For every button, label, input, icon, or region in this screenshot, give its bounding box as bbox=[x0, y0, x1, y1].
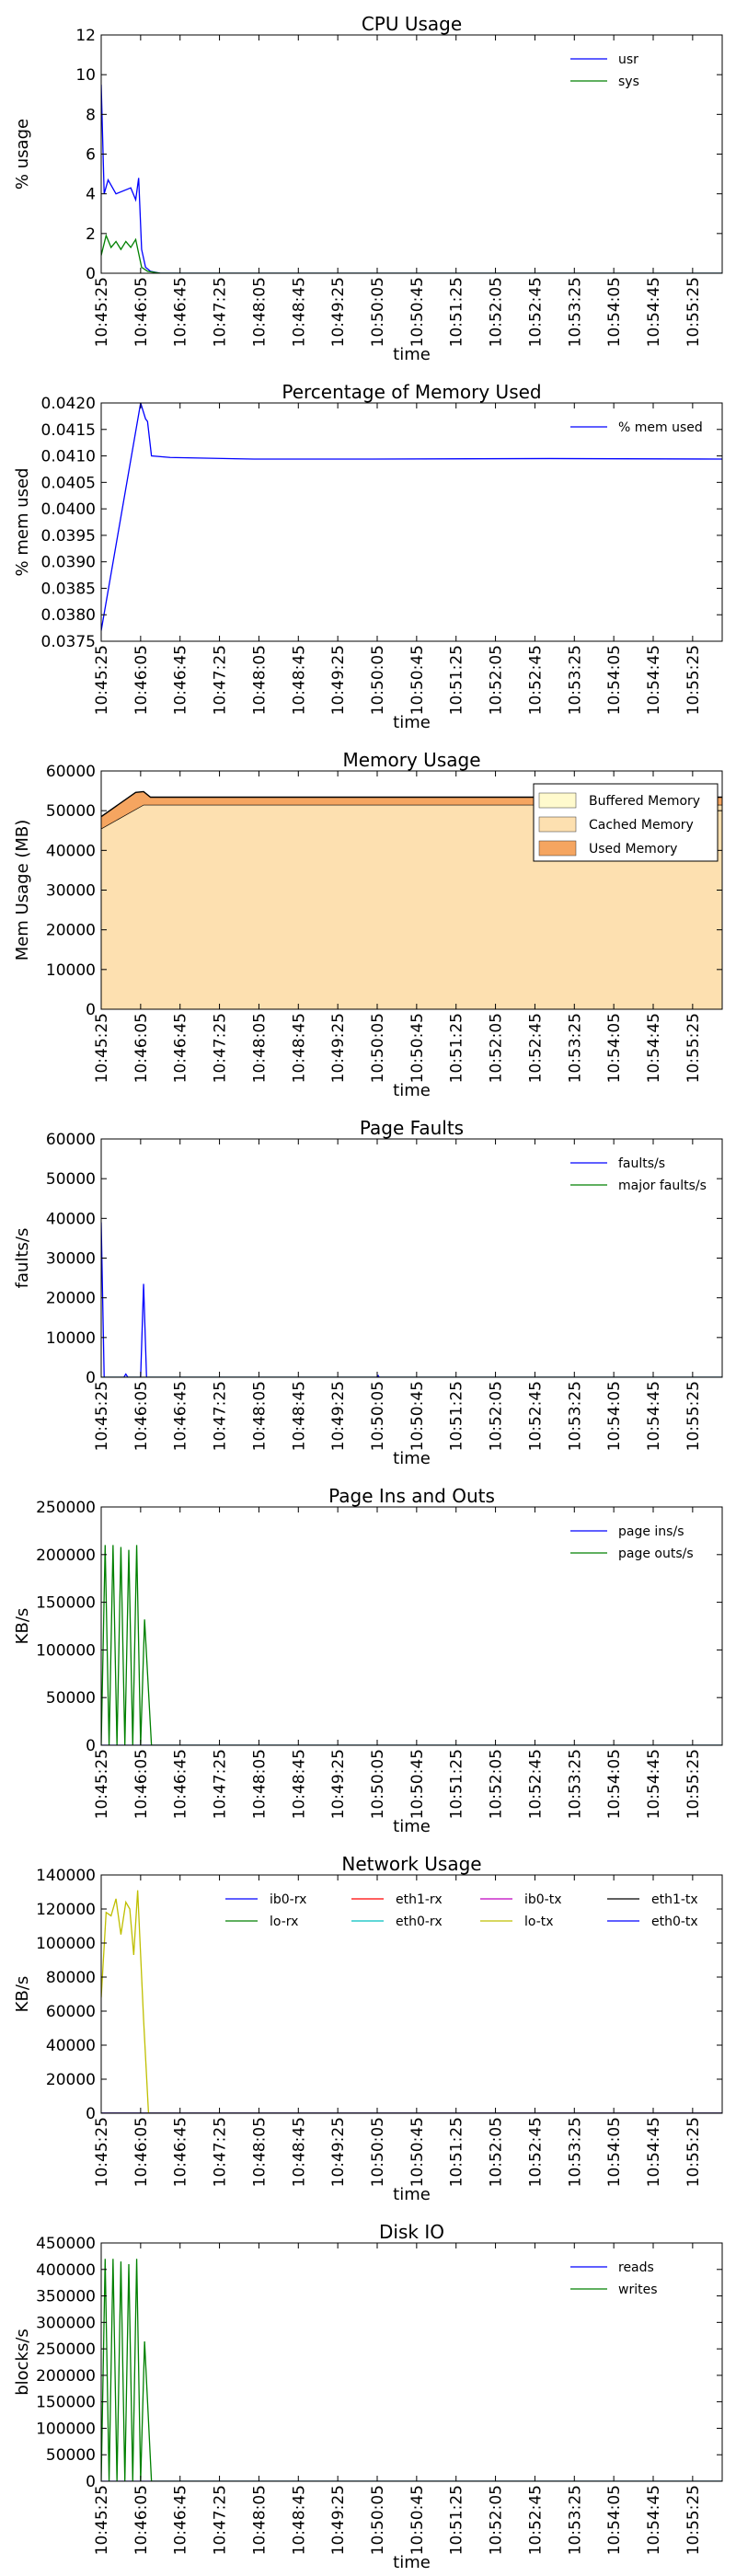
y-tick-label: 80000 bbox=[45, 1969, 96, 1987]
chart-title: Disk IO bbox=[379, 2221, 444, 2243]
chart-1 bbox=[0, 368, 736, 736]
y-tick-label: 30000 bbox=[45, 881, 96, 901]
x-axis-label: time bbox=[393, 2185, 431, 2204]
x-tick-label: 10:52:45 bbox=[526, 277, 546, 348]
chart-title: Network Usage bbox=[341, 1853, 482, 1875]
y-tick-label: 150000 bbox=[36, 2393, 96, 2412]
x-tick-label: 10:45:25 bbox=[93, 645, 111, 716]
legend-label: Cached Memory bbox=[589, 818, 694, 833]
y-tick-label: 140000 bbox=[36, 1867, 96, 1885]
legend-label: eth1-tx bbox=[651, 1892, 698, 1907]
x-tick-label: 10:51:25 bbox=[447, 2117, 466, 2188]
x-tick-label: 10:50:05 bbox=[369, 1749, 387, 1820]
legend-swatch bbox=[539, 793, 576, 808]
x-tick-label: 10:47:25 bbox=[211, 645, 230, 716]
legend-label: Used Memory bbox=[589, 842, 678, 857]
x-tick-label: 10:52:45 bbox=[526, 2117, 546, 2188]
x-axis-label: time bbox=[393, 2553, 431, 2572]
x-tick-label: 10:47:25 bbox=[211, 2117, 230, 2188]
x-axis-label: time bbox=[393, 1449, 431, 1468]
chart-3 bbox=[0, 1104, 736, 1472]
plot-frame bbox=[101, 403, 722, 641]
y-tick-label: 6 bbox=[86, 145, 96, 165]
x-tick-label: 10:45:25 bbox=[93, 1013, 111, 1084]
x-tick-label: 10:54:45 bbox=[645, 645, 663, 716]
legend-label: ib0-tx bbox=[524, 1892, 562, 1907]
y-tick-label: 10000 bbox=[45, 960, 96, 980]
chart-title: CPU Usage bbox=[361, 13, 463, 35]
y-tick-label: 2 bbox=[86, 224, 96, 244]
x-tick-label: 10:52:45 bbox=[526, 1749, 546, 1820]
chart-title: Memory Usage bbox=[342, 749, 481, 771]
plot-frame bbox=[101, 2243, 722, 2481]
x-tick-label: 10:46:45 bbox=[171, 645, 190, 716]
legend-label: % mem used bbox=[618, 420, 703, 435]
x-tick-label: 10:49:25 bbox=[329, 1013, 349, 1084]
x-tick-label: 10:50:05 bbox=[369, 1013, 387, 1084]
x-tick-label: 10:50:45 bbox=[408, 277, 427, 348]
y-tick-label: 200000 bbox=[36, 2366, 96, 2386]
x-tick-label: 10:50:45 bbox=[408, 1013, 427, 1084]
x-axis-label: time bbox=[393, 345, 431, 364]
x-tick-label: 10:53:25 bbox=[566, 277, 585, 348]
x-tick-label: 10:50:05 bbox=[369, 2485, 387, 2556]
legend-label: lo-tx bbox=[524, 1915, 554, 1929]
x-tick-label: 10:55:25 bbox=[684, 1013, 703, 1084]
chart-6 bbox=[0, 2208, 736, 2576]
legend-label: reads bbox=[618, 2260, 654, 2275]
x-axis-label: time bbox=[393, 1081, 431, 1100]
legend-label: eth0-rx bbox=[396, 1915, 443, 1929]
chart-2 bbox=[0, 736, 736, 1104]
x-tick-label: 10:54:05 bbox=[605, 2117, 625, 2188]
x-tick-label: 10:52:45 bbox=[526, 1013, 546, 1084]
y-tick-label: 40000 bbox=[45, 2037, 96, 2055]
y-axis-label: Mem Usage (MB) bbox=[13, 819, 32, 961]
legend-label: eth1-rx bbox=[396, 1892, 443, 1907]
legend bbox=[570, 1524, 694, 1561]
series-line-page-outs-s bbox=[101, 1545, 722, 1745]
legend bbox=[570, 1156, 707, 1193]
y-tick-label: 60000 bbox=[45, 1131, 96, 1149]
plot-area bbox=[101, 1545, 722, 1745]
plot-area bbox=[101, 403, 722, 630]
x-tick-label: 10:54:45 bbox=[645, 2485, 663, 2556]
x-tick-label: 10:48:05 bbox=[250, 277, 270, 348]
y-tick-label: 0.0405 bbox=[40, 474, 96, 493]
legend-label: page outs/s bbox=[618, 1547, 694, 1561]
x-tick-label: 10:55:25 bbox=[684, 2485, 703, 2556]
x-tick-label: 10:51:25 bbox=[447, 1013, 466, 1084]
x-tick-label: 10:47:25 bbox=[211, 2485, 230, 2556]
x-axis-label: time bbox=[393, 1817, 431, 1836]
legend-label: major faults/s bbox=[618, 1179, 707, 1193]
legend-swatch bbox=[539, 817, 576, 832]
chart-5 bbox=[0, 1840, 736, 2208]
x-tick-label: 10:51:25 bbox=[447, 1749, 466, 1820]
legend bbox=[570, 52, 639, 89]
chart-0 bbox=[0, 0, 736, 368]
y-tick-label: 0.0395 bbox=[40, 526, 96, 546]
x-tick-label: 10:48:05 bbox=[250, 2485, 270, 2556]
x-tick-label: 10:54:05 bbox=[605, 645, 625, 716]
x-tick-label: 10:46:05 bbox=[132, 2485, 151, 2556]
y-tick-label: 120000 bbox=[36, 1901, 96, 1919]
legend-label: usr bbox=[618, 52, 638, 67]
y-tick-label: 300000 bbox=[36, 2314, 96, 2333]
x-tick-label: 10:48:45 bbox=[290, 1381, 309, 1452]
x-tick-label: 10:48:05 bbox=[250, 645, 270, 716]
x-tick-label: 10:53:25 bbox=[566, 1749, 585, 1820]
x-tick-label: 10:45:25 bbox=[93, 2485, 111, 2556]
x-tick-label: 10:48:05 bbox=[250, 1381, 270, 1452]
x-tick-label: 10:49:25 bbox=[329, 1381, 349, 1452]
y-tick-label: 0.0385 bbox=[40, 580, 96, 599]
y-tick-label: 0 bbox=[86, 2473, 96, 2491]
x-tick-label: 10:51:25 bbox=[447, 645, 466, 716]
x-tick-label: 10:54:45 bbox=[645, 277, 663, 348]
series-line-sys bbox=[101, 236, 722, 273]
legend-label: eth0-tx bbox=[651, 1915, 698, 1929]
y-tick-label: 450000 bbox=[36, 2235, 96, 2253]
legend bbox=[534, 784, 718, 861]
x-tick-label: 10:47:25 bbox=[211, 1749, 230, 1820]
x-tick-label: 10:48:45 bbox=[290, 277, 309, 348]
chart-title: Percentage of Memory Used bbox=[282, 381, 542, 403]
x-tick-label: 10:55:25 bbox=[684, 277, 703, 348]
x-tick-label: 10:51:25 bbox=[447, 1381, 466, 1452]
y-tick-label: 100000 bbox=[36, 1641, 96, 1661]
x-tick-label: 10:55:25 bbox=[684, 1749, 703, 1820]
plot-frame bbox=[101, 1507, 722, 1745]
x-tick-label: 10:52:45 bbox=[526, 2485, 546, 2556]
x-axis-label: time bbox=[393, 713, 431, 732]
x-tick-label: 10:46:05 bbox=[132, 1749, 151, 1820]
y-tick-label: 350000 bbox=[36, 2287, 96, 2306]
x-tick-label: 10:50:45 bbox=[408, 2485, 427, 2556]
x-tick-label: 10:54:05 bbox=[605, 1013, 625, 1084]
y-tick-label: 20000 bbox=[45, 2071, 96, 2089]
y-tick-label: 50000 bbox=[45, 1170, 96, 1190]
y-tick-label: 0 bbox=[86, 1737, 96, 1755]
x-tick-label: 10:47:25 bbox=[211, 277, 230, 348]
x-tick-label: 10:51:25 bbox=[447, 277, 466, 348]
y-tick-label: 40000 bbox=[45, 1210, 96, 1229]
series-line--mem-used bbox=[101, 403, 722, 630]
x-tick-label: 10:48:05 bbox=[250, 2117, 270, 2188]
x-tick-label: 10:53:25 bbox=[566, 645, 585, 716]
x-tick-label: 10:54:45 bbox=[645, 1381, 663, 1452]
x-tick-label: 10:46:05 bbox=[132, 277, 151, 348]
x-tick-label: 10:49:25 bbox=[329, 277, 349, 348]
y-tick-label: 0.0400 bbox=[40, 500, 96, 520]
y-tick-label: 20000 bbox=[45, 1289, 96, 1308]
y-tick-label: 50000 bbox=[45, 2446, 96, 2466]
y-tick-label: 12 bbox=[75, 27, 96, 45]
legend-swatch bbox=[539, 841, 576, 856]
plot-area bbox=[101, 1223, 722, 1377]
y-axis-label: KB/s bbox=[13, 1975, 32, 2013]
x-tick-label: 10:52:05 bbox=[487, 1381, 506, 1452]
legend bbox=[225, 1892, 698, 1929]
x-tick-label: 10:53:25 bbox=[566, 1381, 585, 1452]
x-tick-label: 10:55:25 bbox=[684, 645, 703, 716]
x-tick-label: 10:50:45 bbox=[408, 1381, 427, 1452]
y-tick-label: 40000 bbox=[45, 842, 96, 861]
x-tick-label: 10:46:05 bbox=[132, 1013, 151, 1084]
y-tick-label: 0.0380 bbox=[40, 606, 96, 626]
y-tick-label: 50000 bbox=[45, 1689, 96, 1708]
y-tick-label: 100000 bbox=[36, 1935, 96, 1953]
y-tick-label: 50000 bbox=[45, 802, 96, 822]
x-tick-label: 10:55:25 bbox=[684, 1381, 703, 1452]
x-tick-label: 10:50:05 bbox=[369, 1381, 387, 1452]
x-tick-label: 10:53:25 bbox=[566, 1013, 585, 1084]
y-tick-label: 0.0420 bbox=[40, 395, 96, 413]
y-tick-label: 250000 bbox=[36, 1499, 96, 1517]
x-tick-label: 10:46:05 bbox=[132, 2117, 151, 2188]
chart-title: Page Ins and Outs bbox=[328, 1485, 495, 1507]
y-axis-label: faults/s bbox=[13, 1227, 32, 1289]
legend bbox=[570, 420, 703, 435]
chart-title: Page Faults bbox=[359, 1117, 465, 1139]
legend bbox=[570, 2260, 658, 2297]
x-tick-label: 10:50:45 bbox=[408, 645, 427, 716]
y-tick-label: 8 bbox=[86, 106, 96, 125]
x-tick-label: 10:50:05 bbox=[369, 2117, 387, 2188]
x-tick-label: 10:54:45 bbox=[645, 1013, 663, 1084]
y-tick-label: 100000 bbox=[36, 2420, 96, 2439]
x-tick-label: 10:48:45 bbox=[290, 645, 309, 716]
x-tick-label: 10:48:05 bbox=[250, 1013, 270, 1084]
y-tick-label: 0 bbox=[86, 265, 96, 283]
x-tick-label: 10:48:45 bbox=[290, 1013, 309, 1084]
x-tick-label: 10:47:25 bbox=[211, 1013, 230, 1084]
y-tick-label: 0.0415 bbox=[40, 420, 96, 440]
x-tick-label: 10:46:45 bbox=[171, 2485, 190, 2556]
x-tick-label: 10:49:25 bbox=[329, 1749, 349, 1820]
y-tick-label: 250000 bbox=[36, 2340, 96, 2360]
x-tick-label: 10:46:45 bbox=[171, 1013, 190, 1084]
x-tick-label: 10:48:45 bbox=[290, 1749, 309, 1820]
x-tick-label: 10:51:25 bbox=[447, 2485, 466, 2556]
x-tick-label: 10:48:05 bbox=[250, 1749, 270, 1820]
x-tick-label: 10:46:45 bbox=[171, 1381, 190, 1452]
x-tick-label: 10:45:25 bbox=[93, 277, 111, 348]
legend-label: page ins/s bbox=[618, 1524, 684, 1539]
x-tick-label: 10:55:25 bbox=[684, 2117, 703, 2188]
x-tick-label: 10:52:05 bbox=[487, 277, 506, 348]
legend-label: sys bbox=[618, 75, 639, 89]
x-tick-label: 10:53:25 bbox=[566, 2485, 585, 2556]
x-tick-label: 10:50:45 bbox=[408, 2117, 427, 2188]
x-tick-label: 10:52:45 bbox=[526, 1381, 546, 1452]
x-tick-label: 10:48:45 bbox=[290, 2117, 309, 2188]
x-tick-label: 10:45:25 bbox=[93, 1749, 111, 1820]
y-tick-label: 200000 bbox=[36, 1546, 96, 1565]
y-axis-label: KB/s bbox=[13, 1607, 32, 1645]
y-tick-label: 60000 bbox=[45, 2003, 96, 2021]
x-tick-label: 10:50:05 bbox=[369, 645, 387, 716]
y-axis-label: % usage bbox=[13, 118, 32, 190]
x-tick-label: 10:54:45 bbox=[645, 1749, 663, 1820]
y-tick-label: 0.0375 bbox=[40, 633, 96, 651]
y-tick-label: 0 bbox=[86, 2105, 96, 2123]
legend-label: Buffered Memory bbox=[589, 794, 701, 809]
series-line-usr bbox=[101, 85, 722, 273]
x-tick-label: 10:50:05 bbox=[369, 277, 387, 348]
x-tick-label: 10:54:05 bbox=[605, 2485, 625, 2556]
x-tick-label: 10:52:05 bbox=[487, 1749, 506, 1820]
x-tick-label: 10:52:05 bbox=[487, 2117, 506, 2188]
plot-frame bbox=[101, 1139, 722, 1377]
plot-area bbox=[101, 85, 722, 273]
plot-frame bbox=[101, 1875, 722, 2113]
series-line-faults-s bbox=[101, 1223, 722, 1377]
x-tick-label: 10:54:05 bbox=[605, 277, 625, 348]
x-tick-label: 10:45:25 bbox=[93, 1381, 111, 1452]
x-tick-label: 10:50:45 bbox=[408, 1749, 427, 1820]
x-tick-label: 10:45:25 bbox=[93, 2117, 111, 2188]
y-tick-label: 0 bbox=[86, 1369, 96, 1387]
x-tick-label: 10:49:25 bbox=[329, 2117, 349, 2188]
y-tick-label: 60000 bbox=[45, 763, 96, 781]
legend-label: lo-rx bbox=[270, 1915, 299, 1929]
x-tick-label: 10:52:05 bbox=[487, 645, 506, 716]
x-tick-label: 10:49:25 bbox=[329, 645, 349, 716]
x-tick-label: 10:54:05 bbox=[605, 1749, 625, 1820]
y-tick-label: 0 bbox=[86, 1001, 96, 1019]
x-tick-label: 10:54:05 bbox=[605, 1381, 625, 1452]
y-tick-label: 150000 bbox=[36, 1593, 96, 1613]
y-axis-label: blocks/s bbox=[13, 2329, 32, 2396]
x-tick-label: 10:48:45 bbox=[290, 2485, 309, 2556]
x-tick-label: 10:52:45 bbox=[526, 645, 546, 716]
plot-frame bbox=[101, 35, 722, 273]
y-tick-label: 4 bbox=[86, 185, 96, 204]
y-tick-label: 30000 bbox=[45, 1249, 96, 1269]
x-tick-label: 10:52:05 bbox=[487, 1013, 506, 1084]
legend-label: writes bbox=[618, 2283, 658, 2297]
y-tick-label: 10 bbox=[75, 66, 96, 86]
x-tick-label: 10:54:45 bbox=[645, 2117, 663, 2188]
chart-4 bbox=[0, 1472, 736, 1840]
x-tick-label: 10:46:45 bbox=[171, 2117, 190, 2188]
x-tick-label: 10:46:45 bbox=[171, 1749, 190, 1820]
x-tick-label: 10:49:25 bbox=[329, 2485, 349, 2556]
y-tick-label: 400000 bbox=[36, 2260, 96, 2280]
y-tick-label: 10000 bbox=[45, 1328, 96, 1348]
x-tick-label: 10:46:05 bbox=[132, 645, 151, 716]
legend-label: ib0-rx bbox=[270, 1892, 307, 1907]
y-axis-label: % mem used bbox=[13, 467, 32, 577]
y-tick-label: 0.0410 bbox=[40, 447, 96, 466]
x-tick-label: 10:53:25 bbox=[566, 2117, 585, 2188]
legend-label: faults/s bbox=[618, 1156, 666, 1171]
y-tick-label: 0.0390 bbox=[40, 553, 96, 572]
x-tick-label: 10:46:45 bbox=[171, 277, 190, 348]
y-tick-label: 20000 bbox=[45, 921, 96, 940]
x-tick-label: 10:52:05 bbox=[487, 2485, 506, 2556]
x-tick-label: 10:46:05 bbox=[132, 1381, 151, 1452]
x-tick-label: 10:47:25 bbox=[211, 1381, 230, 1452]
